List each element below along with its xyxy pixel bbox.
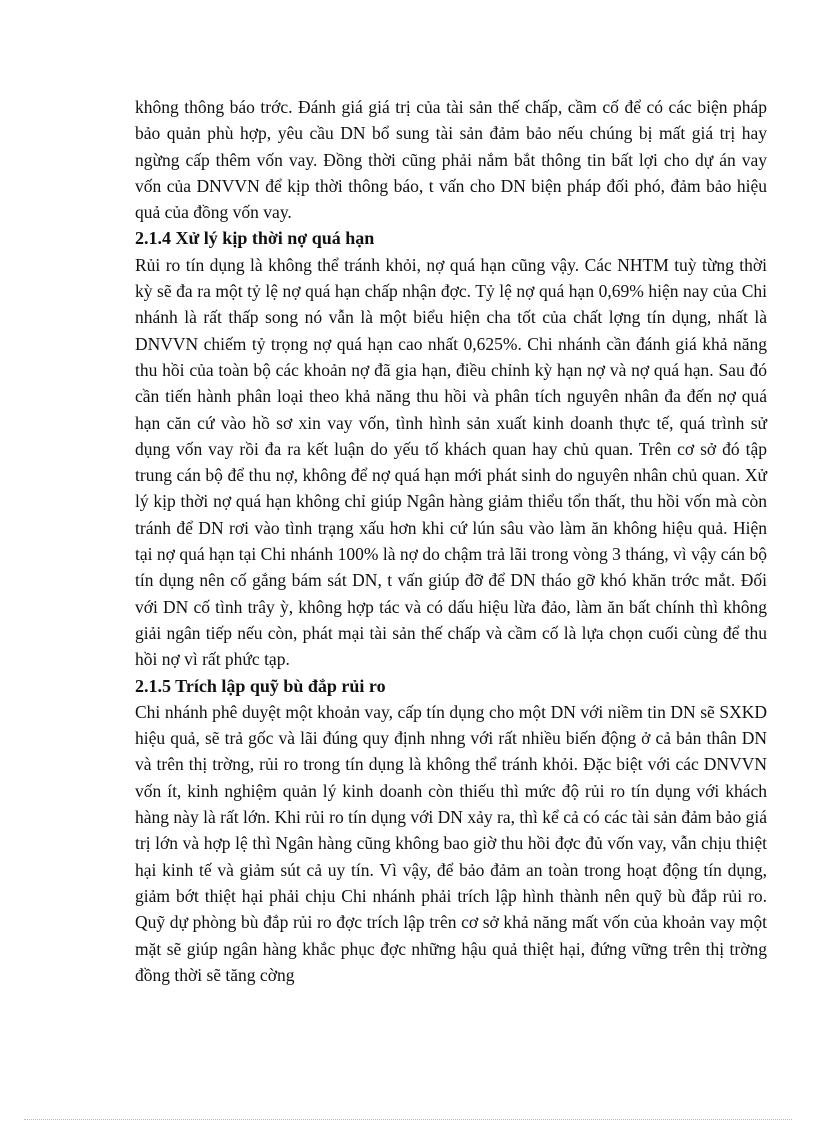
section-heading: 2.1.4 Xử lý kịp thời nợ quá hạn bbox=[135, 228, 375, 249]
page-bottom-divider bbox=[24, 1119, 792, 1120]
body-paragraph: Rủi ro tín dụng là không thể tránh khỏi, nợ quá hạn cũng vậy. Các NHTM tuỳ từng thời kỳ sẽ đa ra một tỷ lệ nợ quá hạn chấp nhận đợc. Tỷ lệ nợ quá hạn 0,69% hiện nay của Chi nhánh là rất thấp song nó vẫn là một biểu hiện cha tốt của chất lợng tín dụng, nhất là DNVVN chiếm tỷ trọng nợ quá hạn cao nhất 0,625%. Chi nhánh cần đánh giá khả năng thu hồi của toàn bộ các khoản nợ đã gia hạn, điều chỉnh kỳ hạn nợ và nợ quá hạn. Sau đó cần tiến hành phân loại theo khả năng thu hồi và phân tích nguyên nhân đa đến nợ quá hạn căn cứ vào hồ sơ xin vay vốn, tình hình sản xuất kinh doanh thực tế, quá trình sử dụng vốn vay rồi đa ra kết luận do yếu tố khách quan hay chủ quan. Trên cơ sở đó tập trung cán bộ để thu nợ, không để nợ quá hạn mới phát sinh do nguyên nhân chủ quan. Xử lý kịp thời nợ quá hạn không chỉ giúp Ngân hàng giảm thiểu tổn thất, thu hồi vốn mà còn tránh để DN rơi vào tình trạng xấu hơn khi cứ lún sâu vào làm ăn không hiệu quả. Hiện tại nợ quá hạn tại Chi nhánh 100% là nợ do chậm trả lãi trong vòng 3 tháng, vì vậy cán bộ tín dụng nên cố gắng bám sát DN, t vấn giúp đỡ để DN tháo gỡ khó khăn trớc mắt. Đối với DN cố tình trây ỳ, không hợp tác và có dấu hiệu lừa đảo, làm ăn bất chính thì không giải ngân tiếp nếu còn, phát mại tài sản thế chấp và cầm cố là lựa chọn cuối cùng để thu hồi nợ vì rất phức tạp. bbox=[135, 254, 767, 670]
body-paragraph: không thông báo trớc. Đánh giá giá trị của tài sản thế chấp, cầm cố để có các biện pháp bảo quản phù hợp, yêu cầu DN bổ sung tài sản đảm bảo nếu chúng bị mất giá trị hay ngừng cấp thêm vốn vay. Đồng thời cũng phải nắm bắt thông tin bất lợi cho dự án vay vốn của DNVVN để kịp thời thông báo, t vấn cho DN biện pháp đối phó, đảm bảo hiệu quả của đồng vốn vay. bbox=[135, 97, 767, 223]
body-paragraph: Chi nhánh phê duyệt một khoản vay, cấp tín dụng cho một DN với niềm tin DN sẽ SXKD hiệu quả, sẽ trả gốc và lãi đúng quy định nhng với rất nhiều biến động ở cả bản thân DN và trên thị trờng, rủi ro trong tín dụng là không thể tránh khỏi. Đặc biệt với các DNVVN vốn ít, kinh nghiệm quản lý kinh doanh còn thiếu thì mức độ rủi ro tín dụng với khách hàng này là rất lớn. Khi rủi ro tín dụng với DN xảy ra, thì kể cả có các tài sản đảm bảo giá trị lớn và hợp lệ thì Ngân hàng cũng không bao giờ thu hồi đợc đủ vốn vay, vẫn chịu thiệt hại kinh tế và giảm sút cả uy tín. Vì vậy, để bảo đảm an toàn trong hoạt động tín dụng, giảm bớt thiệt hại phải chịu Chi nhánh phải trích lập hình thành nên quỹ bù đắp rủi ro. Quỹ dự phòng bù đắp rủi ro đợc trích lập trên cơ sở khả năng mất vốn của khoản vay một mặt sẽ giúp ngân hàng khắc phục đợc những hậu quả thiệt hại, đứng vững trên thị trờng đồng thời sẽ tăng cờng bbox=[135, 701, 767, 985]
document-body bbox=[135, 94, 767, 988]
section-heading: 2.1.5 Trích lập quỹ bù đắp rủi ro bbox=[135, 675, 386, 696]
